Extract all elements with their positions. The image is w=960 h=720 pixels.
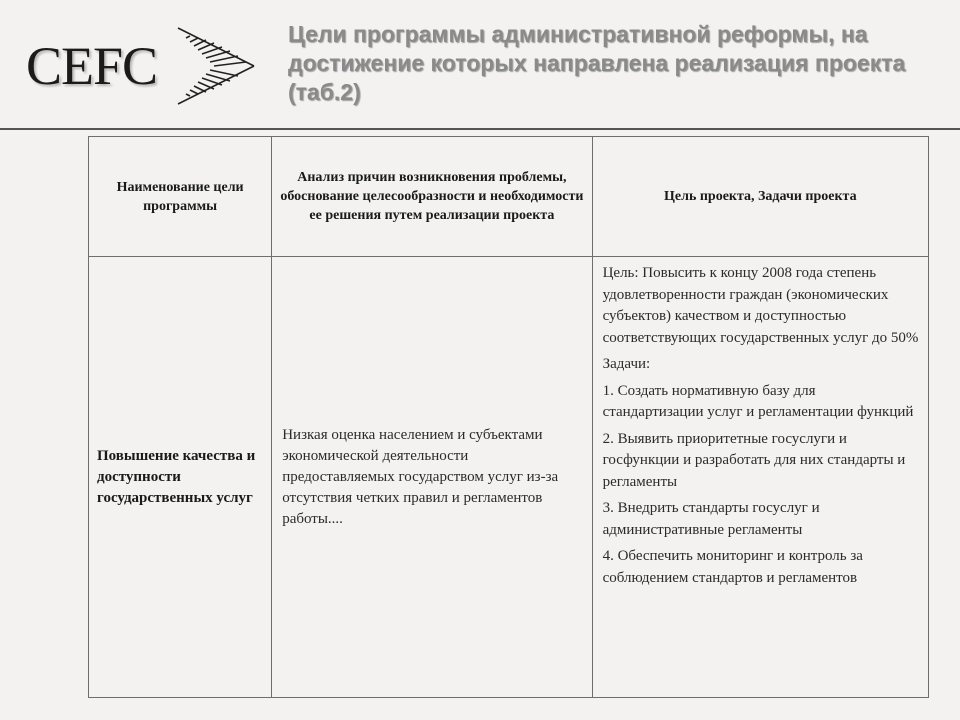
arrow-logo-icon (176, 26, 258, 106)
tasks-label: Задачи: (602, 356, 651, 372)
table-row (89, 257, 929, 698)
task-item: 1. Создать нормативную базу для стандартизации услуг и регламентации функций (602, 382, 914, 420)
slide-header (0, 0, 960, 128)
analysis-cell: Низкая оценка населением и субъектами экономической деятельности предоставляемых государством услуг из-за отсутствия четких правил и регламентов работы.... (272, 257, 592, 698)
project-goal-text: Цель: Повысить к концу 2008 года степень удовлетворенности граждан (экономических субъектов) качеством и доступностью соответствующих государственных услуг до 50% (602, 265, 919, 346)
goal-name-cell: Повышение качества и доступности государственных услуг (89, 257, 272, 698)
task-item: 3. Внедрить стандарты госуслуг и административные регламенты (602, 500, 820, 538)
column-header-project-goal: Цель проекта, Задачи проекта (592, 137, 928, 257)
goals-table (88, 136, 929, 698)
task-item: 2. Выявить приоритетные госуслуги и госфункции и разработать для них стандарты и регламенты (602, 430, 906, 490)
cefc-logo: CEFC (26, 36, 158, 96)
page-title: Цели программы административной реформы, на достижение которых направлена реализация проекта (таб.2) (288, 21, 906, 105)
task-item: 4. Обеспечить мониторинг и контроль за соблюдением стандартов и регламентов (602, 548, 863, 586)
header-divider (0, 128, 960, 130)
column-header-goal-name: Наименование цели программы (89, 137, 272, 257)
table-header-row (89, 137, 929, 257)
project-goals-cell (592, 257, 928, 698)
column-header-analysis: Анализ причин возникновения проблемы, обоснование целесообразности и необходимости ее решения путем реализации проекта (272, 137, 592, 257)
